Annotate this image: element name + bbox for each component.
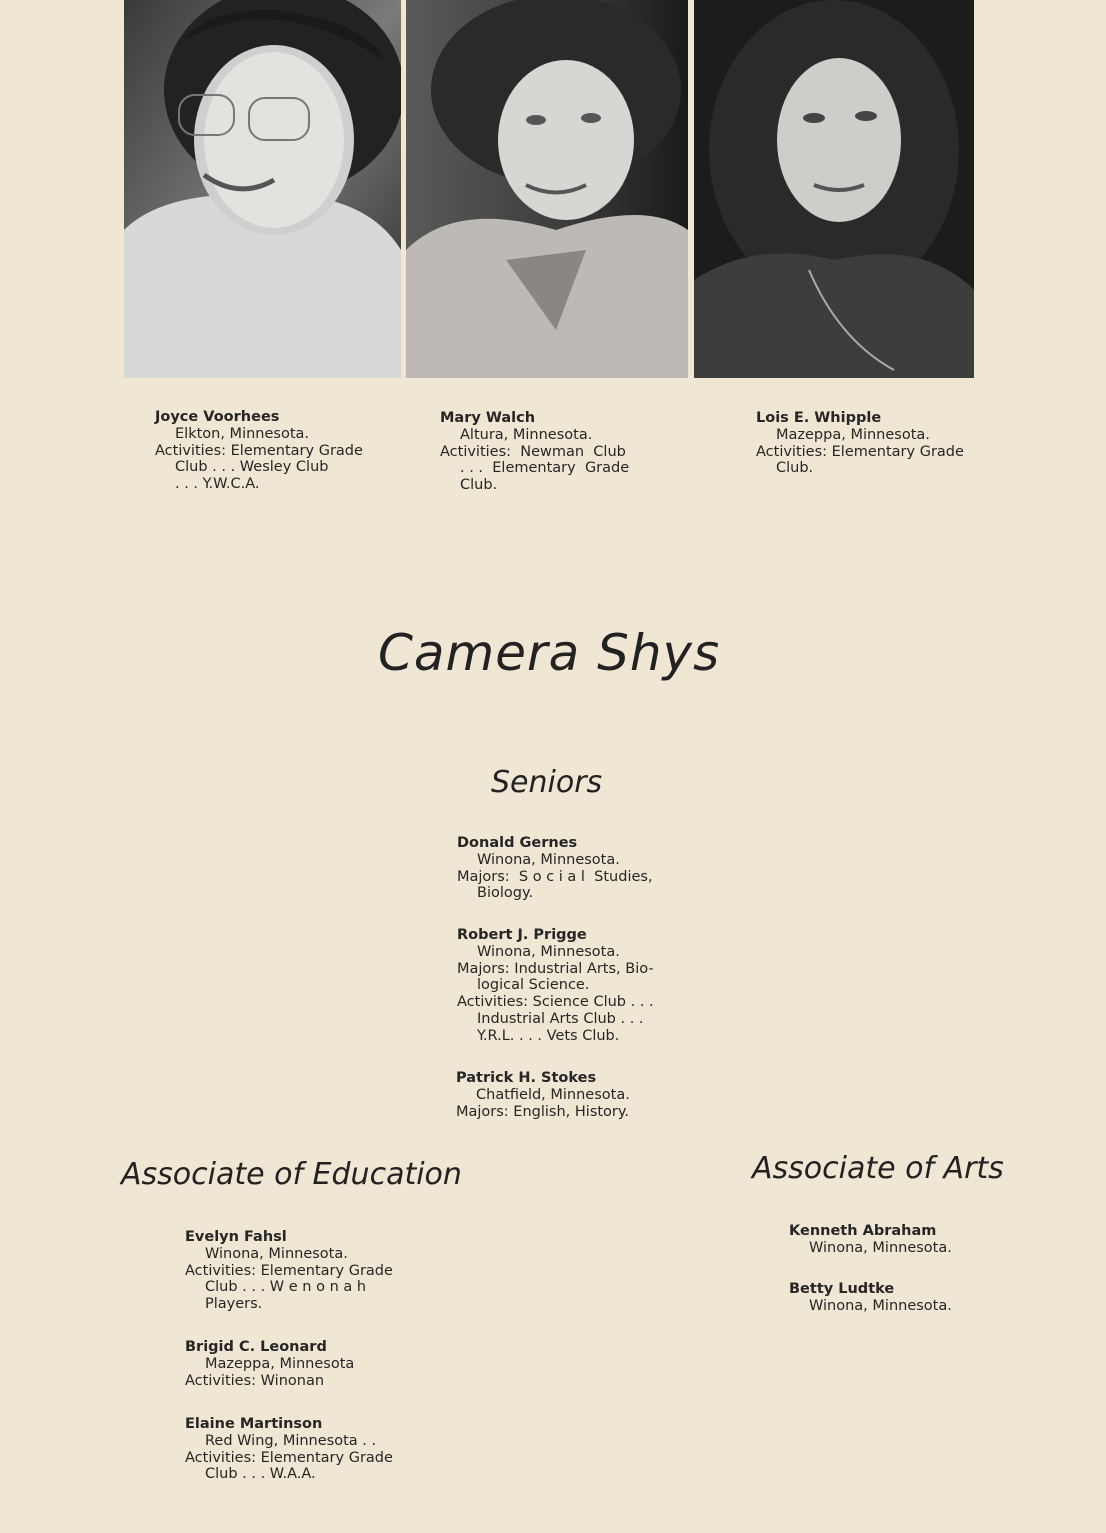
student-hometown: Red Wing, Minnesota . .	[205, 1432, 377, 1449]
student-name: Donald Gernes	[457, 835, 578, 851]
portrait-photo-woman-necklace-icon	[694, 0, 974, 378]
student-activities-cont: Industrial Arts Club . . .	[477, 1010, 644, 1027]
student-name: Joyce Voorhees	[155, 409, 280, 425]
student-majors: Majors: English, History.	[456, 1103, 630, 1120]
student-name: Kenneth Abraham	[789, 1223, 937, 1239]
student-majors: Majors: S o c i a l Studies,	[457, 868, 653, 885]
student-name: Elaine Martinson	[185, 1416, 323, 1432]
student-majors-cont: Biology.	[477, 885, 534, 902]
student-activities: Activities: Elementary Grade	[185, 1262, 393, 1279]
student-name: Robert J. Prigge	[457, 927, 587, 943]
student-name: Lois E. Whipple	[756, 410, 882, 426]
student-activities-cont: Club.	[460, 477, 498, 494]
student-activities: Activities: Science Club . . .	[457, 994, 654, 1011]
student-hometown: Elkton, Minnesota.	[175, 425, 309, 442]
student-name: Brigid C. Leonard	[185, 1339, 327, 1355]
student-activities: Activities: Elementary Grade	[756, 443, 964, 460]
entry-ludtke	[789, 1281, 952, 1315]
student-activities-cont: Club . . . Wesley Club	[175, 459, 329, 476]
student-activities: Activities: Winonan	[185, 1372, 325, 1389]
student-activities: Activities: Newman Club	[440, 443, 626, 460]
entry-stokes	[456, 1070, 630, 1120]
education-heading: Associate of Education	[121, 1157, 462, 1192]
student-hometown: Winona, Minnesota.	[477, 943, 620, 960]
student-hometown: Chatfield, Minnesota.	[476, 1086, 630, 1103]
student-activities: Activities: Elementary Grade	[155, 442, 363, 459]
portrait-photo-walch	[406, 0, 688, 378]
student-activities-cont: Club . . . W e n o n a h	[205, 1279, 367, 1296]
student-activities-cont: Y.R.L. . . . Vets Club.	[477, 1027, 620, 1044]
entry-leonard	[185, 1339, 354, 1389]
page-title: Camera Shys	[378, 624, 721, 682]
student-hometown: Winona, Minnesota.	[809, 1297, 952, 1314]
student-hometown: Altura, Minnesota.	[460, 426, 593, 443]
entry-voorhees	[155, 409, 363, 493]
student-activities-cont: Players.	[205, 1296, 263, 1313]
student-majors: Majors: Industrial Arts, Bio-	[457, 960, 654, 977]
student-activities-cont: Club.	[776, 460, 814, 477]
student-hometown: Winona, Minnesota.	[809, 1239, 952, 1256]
portrait-photo-woman-glasses-icon	[124, 0, 401, 378]
student-name: Evelyn Fahsl	[185, 1229, 287, 1245]
student-hometown: Winona, Minnesota.	[205, 1245, 348, 1262]
student-activities: Activities: Elementary Grade	[185, 1449, 393, 1466]
student-activities-cont: Club . . . W.A.A.	[205, 1466, 316, 1483]
portrait-photo-woman-icon	[406, 0, 688, 378]
entry-gernes	[457, 835, 653, 902]
student-activities-cont: . . . Elementary Grade	[460, 460, 630, 477]
student-majors-cont: logical Science.	[477, 977, 590, 994]
entry-prigge	[457, 927, 654, 1045]
seniors-heading: Seniors	[491, 765, 603, 800]
entry-abraham	[789, 1223, 952, 1257]
entry-martinson	[185, 1416, 393, 1483]
entry-walch	[440, 410, 629, 494]
entry-fahsl	[185, 1229, 393, 1313]
student-name: Betty Ludtke	[789, 1281, 895, 1297]
student-name: Mary Walch	[440, 410, 536, 426]
entry-whipple	[756, 410, 964, 477]
student-hometown: Mazeppa, Minnesota.	[776, 426, 930, 443]
student-activities-cont: . . . Y.W.C.A.	[175, 476, 260, 493]
student-hometown: Mazeppa, Minnesota	[205, 1355, 355, 1372]
arts-heading: Associate of Arts	[752, 1151, 1004, 1186]
student-hometown: Winona, Minnesota.	[477, 851, 620, 868]
portrait-photo-voorhees	[124, 0, 401, 378]
portrait-photo-whipple	[694, 0, 974, 378]
student-name: Patrick H. Stokes	[456, 1070, 597, 1086]
